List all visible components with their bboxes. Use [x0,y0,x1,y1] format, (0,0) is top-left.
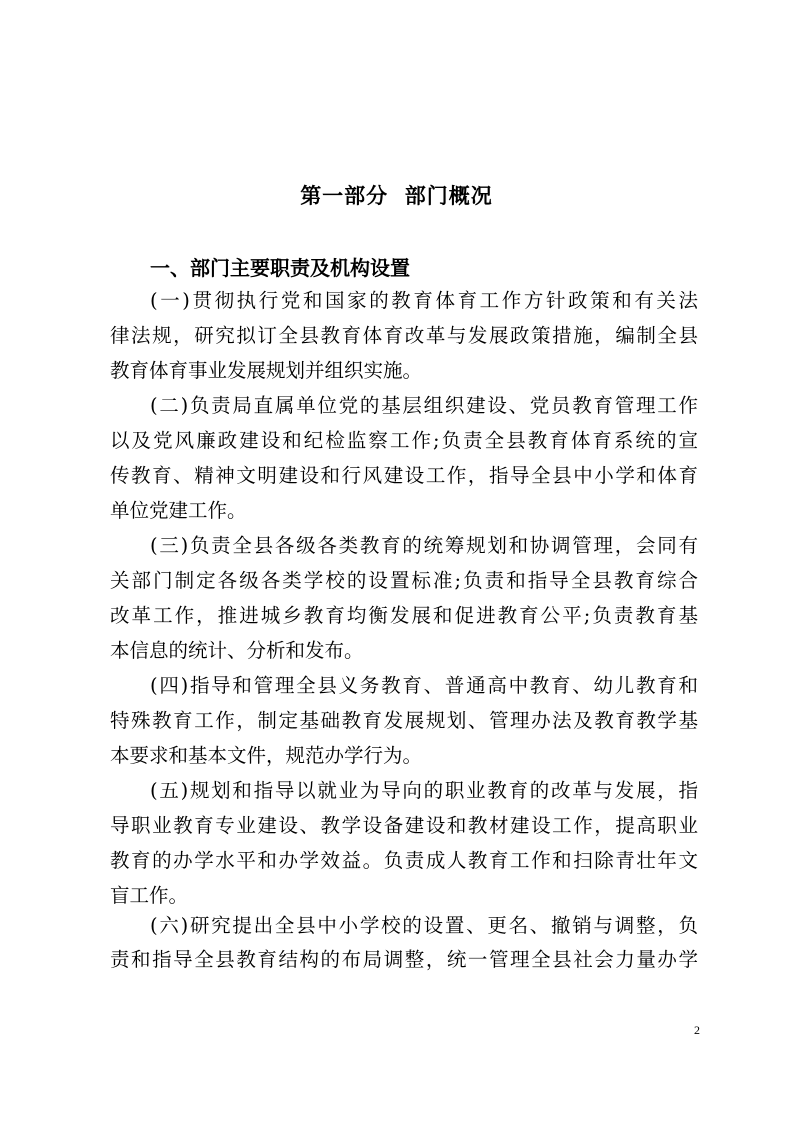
paragraph-1-line-2: 律法规，研究拟订全县教育体育改革与发展政策措施，编制全县 [110,324,698,347]
paragraph-3-line-4: 本信息的统计、分析和发布。 [110,639,364,662]
page-title: 第一部分 部门概况 [300,184,493,208]
paragraph-2-line-2: 以及党风廉政建设和纪检监察工作;负责全县教育体育系统的宣 [110,429,698,452]
paragraph-5-line-3: 教育的办学水平和办学效益。负责成人教育工作和扫除青壮年文 [110,849,698,872]
paragraph-6-line-1: (六)研究提出全县中小学校的设置、更名、撤销与调整，负 [150,914,698,937]
paragraph-1-line-3: 教育体育事业发展规划并组织实施。 [110,359,423,382]
paragraph-2-line-3: 传教育、精神文明建设和行风建设工作，指导全县中小学和体育 [110,464,698,487]
paragraph-3-line-1: (三)负责全县各级各类教育的统筹规划和协调管理，会同有 [150,534,698,557]
page-number: 2 [694,1023,700,1037]
section-heading: 一、部门主要职责及机构设置 [150,256,410,280]
paragraph-2-line-4: 单位党建工作。 [110,499,247,522]
paragraph-1-line-1: (一)贯彻执行党和国家的教育体育工作方针政策和有关法 [150,289,698,312]
paragraph-4-line-2: 特殊教育工作，制定基础教育发展规划、管理办法及教育教学基 [110,709,698,732]
paragraph-4-line-1: (四)指导和管理全县义务教育、普通高中教育、幼儿教育和 [150,674,698,697]
paragraph-5-line-1: (五)规划和指导以就业为导向的职业教育的改革与发展，指 [150,779,698,802]
paragraph-4-line-3: 本要求和基本文件，规范办学行为。 [110,744,423,767]
paragraph-5-line-2: 导职业教育专业建设、教学设备建设和教材建设工作，提高职业 [110,814,698,837]
paragraph-5-line-4: 盲工作。 [110,884,189,907]
paragraph-3-line-3: 改革工作，推进城乡教育均衡发展和促进教育公平;负责教育基 [110,604,698,627]
paragraph-3-line-2: 关部门制定各级各类学校的设置标准;负责和指导全县教育综合 [110,569,698,592]
paragraph-2-line-1: (二)负责局直属单位党的基层组织建设、党员教育管理工作 [150,394,698,417]
paragraph-6-line-2: 责和指导全县教育结构的布局调整，统一管理全县社会力量办学 [110,948,698,971]
